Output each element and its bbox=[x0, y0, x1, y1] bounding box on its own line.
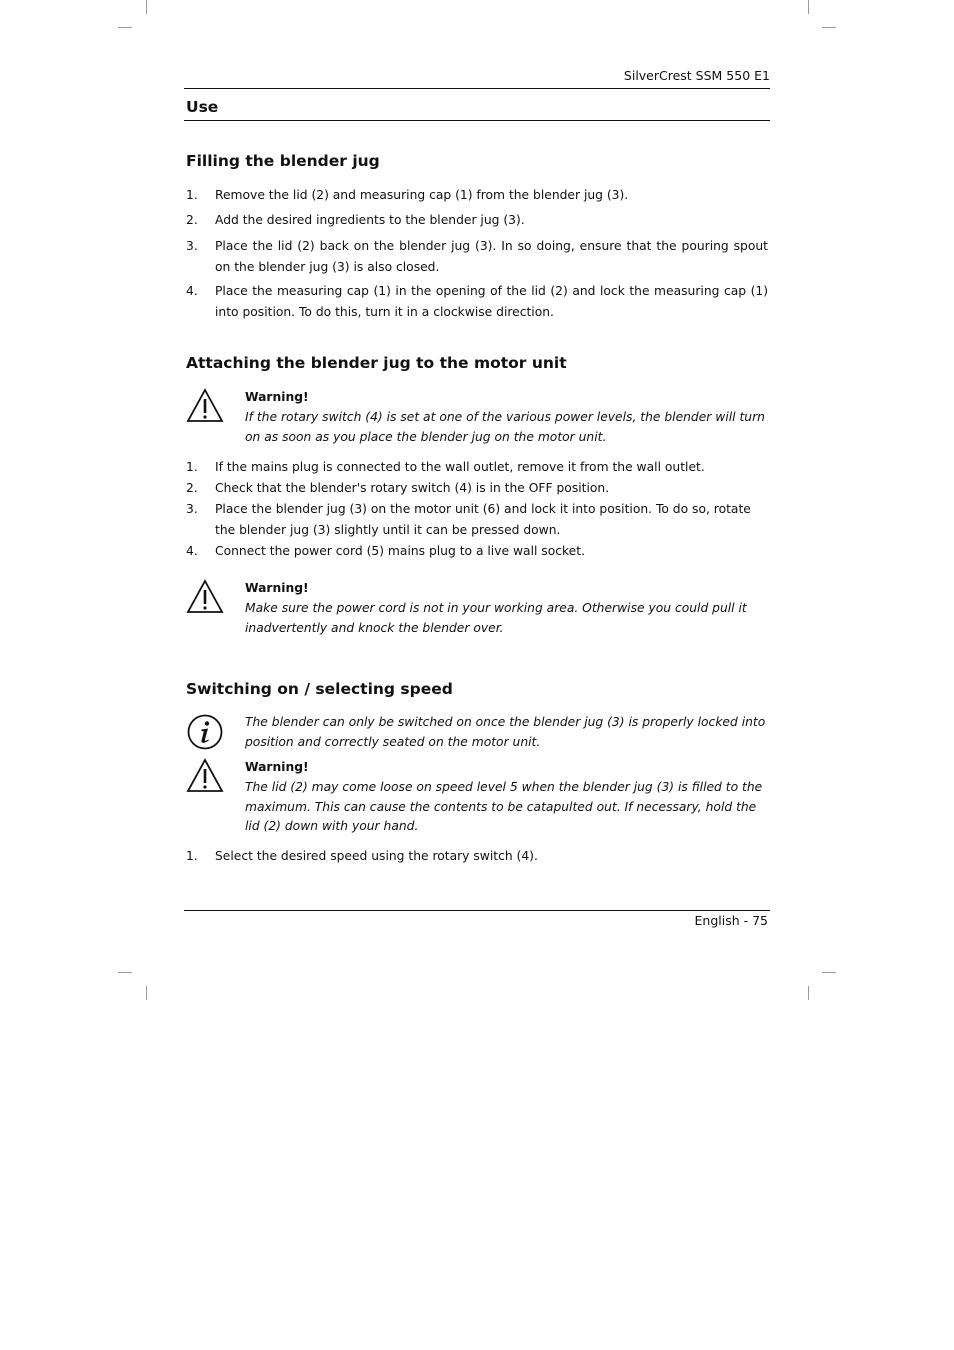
footer-rule bbox=[184, 910, 770, 911]
crop-mark bbox=[808, 0, 809, 14]
warning-triangle-icon bbox=[186, 758, 224, 796]
step-text: Select the desired speed using the rotary switch (4). bbox=[215, 849, 538, 863]
step-number: 4. bbox=[186, 544, 198, 558]
step-text: Add the desired ingredients to the blender jug (3). bbox=[215, 213, 525, 227]
warning-label: Warning! bbox=[245, 390, 309, 404]
step-number: 4. bbox=[186, 284, 198, 298]
step-number: 1. bbox=[186, 460, 198, 474]
step-text: Connect the power cord (5) mains plug to a live wall socket. bbox=[215, 544, 585, 558]
warning-label: Warning! bbox=[245, 760, 309, 774]
section-rule bbox=[184, 120, 770, 121]
crop-mark bbox=[118, 972, 132, 973]
info-notice bbox=[186, 713, 770, 753]
step-number: 2. bbox=[186, 213, 198, 227]
crop-mark bbox=[118, 27, 132, 28]
info-circle-icon bbox=[186, 713, 224, 751]
warning-text: If the rotary switch (4) is set at one of the various power levels, the blender will turn on as soon as you place the blender jug on the motor unit. bbox=[245, 409, 765, 444]
warning-triangle-icon bbox=[186, 388, 224, 426]
step-number: 1. bbox=[186, 188, 198, 202]
crop-mark bbox=[146, 986, 147, 1000]
crop-mark bbox=[146, 0, 147, 14]
crop-mark bbox=[822, 27, 836, 28]
step-text: Place the measuring cap (1) in the opening of the lid (2) and lock the measuring cap (1) into position. To do this, turn it in a clockwise direction. bbox=[215, 284, 768, 319]
list-item bbox=[186, 281, 768, 322]
step-number: 1. bbox=[186, 849, 198, 863]
warning-triangle-icon bbox=[186, 579, 224, 617]
warning-text: The lid (2) may come loose on speed level 5 when the blender jug (3) is filled to the maximum. This can cause the contents to be catapulted out. If necessary, hold the lid (2) down with your hand. bbox=[245, 779, 763, 834]
list-item bbox=[186, 457, 768, 478]
step-text: Check that the blender's rotary switch (4) is in the OFF position. bbox=[215, 481, 610, 495]
header-rule bbox=[184, 88, 770, 89]
step-number: 3. bbox=[186, 502, 198, 516]
list-item bbox=[186, 236, 768, 277]
crop-mark bbox=[822, 972, 836, 973]
info-text: The blender can only be switched on once the blender jug (3) is properly locked into position and correctly seated on the motor unit. bbox=[245, 715, 766, 749]
list-item bbox=[186, 185, 768, 206]
step-text: Place the lid (2) back on the blender jug (3). In so doing, ensure that the pouring spout on the blender jug (3) is also closed. bbox=[215, 239, 768, 274]
switching-title: Switching on / selecting speed bbox=[186, 680, 453, 698]
page-number: English - 75 bbox=[694, 913, 768, 928]
warning-label: Warning! bbox=[245, 581, 309, 595]
list-item bbox=[186, 478, 768, 499]
list-item bbox=[186, 210, 768, 231]
warning-notice bbox=[186, 579, 770, 638]
list-item bbox=[186, 541, 768, 562]
step-number: 2. bbox=[186, 481, 198, 495]
warning-text: Make sure the power cord is not in your working area. Otherwise you could pull it inadvertently and knock the blender over. bbox=[245, 600, 747, 635]
warning-notice bbox=[186, 758, 770, 837]
section-title: Use bbox=[186, 98, 219, 116]
list-item bbox=[186, 499, 768, 540]
attaching-title: Attaching the blender jug to the motor unit bbox=[186, 354, 567, 372]
product-header: SilverCrest SSM 550 E1 bbox=[623, 68, 770, 83]
step-number: 3. bbox=[186, 239, 198, 253]
step-text: Place the blender jug (3) on the motor unit (6) and lock it into position. To do so, rotate the blender jug (3) slightly until it can be pressed down. bbox=[215, 502, 751, 537]
crop-mark bbox=[808, 986, 809, 1000]
list-item bbox=[186, 846, 768, 867]
filling-title: Filling the blender jug bbox=[186, 152, 380, 170]
warning-notice bbox=[186, 388, 770, 447]
step-text: If the mains plug is connected to the wall outlet, remove it from the wall outlet. bbox=[215, 460, 705, 474]
step-text: Remove the lid (2) and measuring cap (1) from the blender jug (3). bbox=[215, 188, 629, 202]
